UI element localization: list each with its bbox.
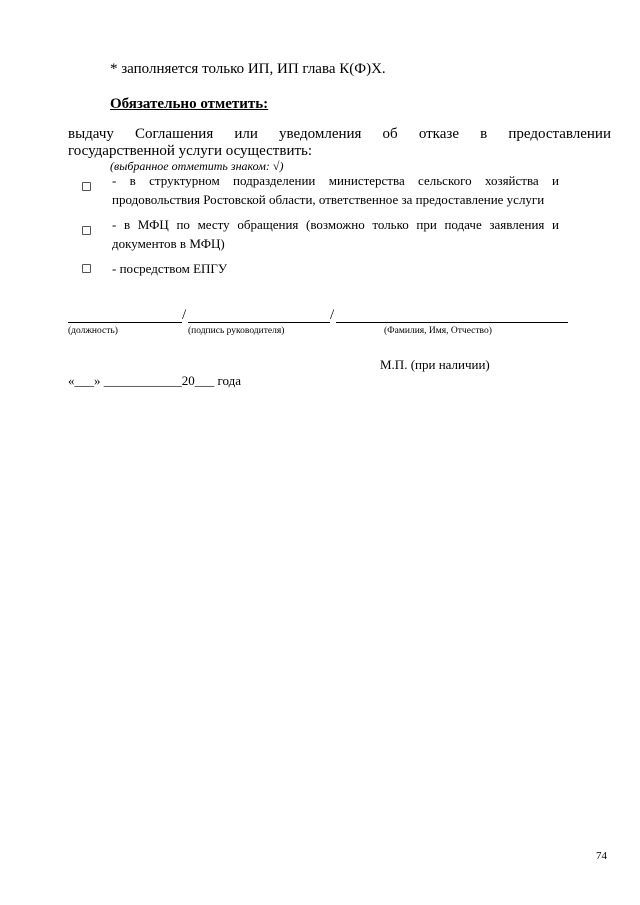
paragraph-line-2: государственной услуги осуществить: (68, 143, 313, 159)
caption-signature: (подпись руководителя) (188, 326, 285, 336)
option-epgu-line-1: - посредством ЕПГУ (112, 261, 228, 276)
note-text: * заполняется только ИП, ИП глава К(Ф)Х. (110, 61, 386, 77)
option-mfc-line-1: - в МФЦ по месту обращения (возможно только при подаче заявления и (112, 217, 559, 232)
position-line (68, 322, 182, 323)
page-number: 74 (596, 850, 607, 862)
selection-hint: (выбранное отметить знаком: √) (110, 159, 284, 173)
option-department-line-2: продовольствия Ростовской области, ответственное за предоставление услуги (112, 192, 545, 207)
paragraph-line-1: выдачу Соглашения или уведомления об отказе в предоставлении (68, 126, 611, 142)
date-line: «___» ____________20___ года (68, 373, 242, 388)
option-checkbox-mfc[interactable] (82, 226, 91, 235)
signature-line (188, 322, 330, 323)
section-heading: Обязательно отметить: (110, 96, 269, 112)
option-checkbox-epgu[interactable] (82, 264, 91, 273)
option-checkbox-department[interactable] (82, 182, 91, 191)
caption-position: (должность) (68, 326, 118, 336)
caption-full-name: (Фамилия, Имя, Отчество) (384, 326, 492, 336)
option-mfc-line-2: документов в МФЦ) (112, 236, 225, 251)
signature-separator-2: / (330, 307, 335, 323)
option-department-line-1: - в структурном подразделении министерства сельского хозяйства и (112, 173, 559, 188)
option-mfc (112, 215, 559, 253)
option-department (112, 171, 559, 209)
signature-separator-1: / (182, 307, 187, 323)
full-name-line (336, 322, 568, 323)
seal-text: М.П. (при наличии) (380, 357, 490, 372)
option-epgu (112, 259, 559, 278)
